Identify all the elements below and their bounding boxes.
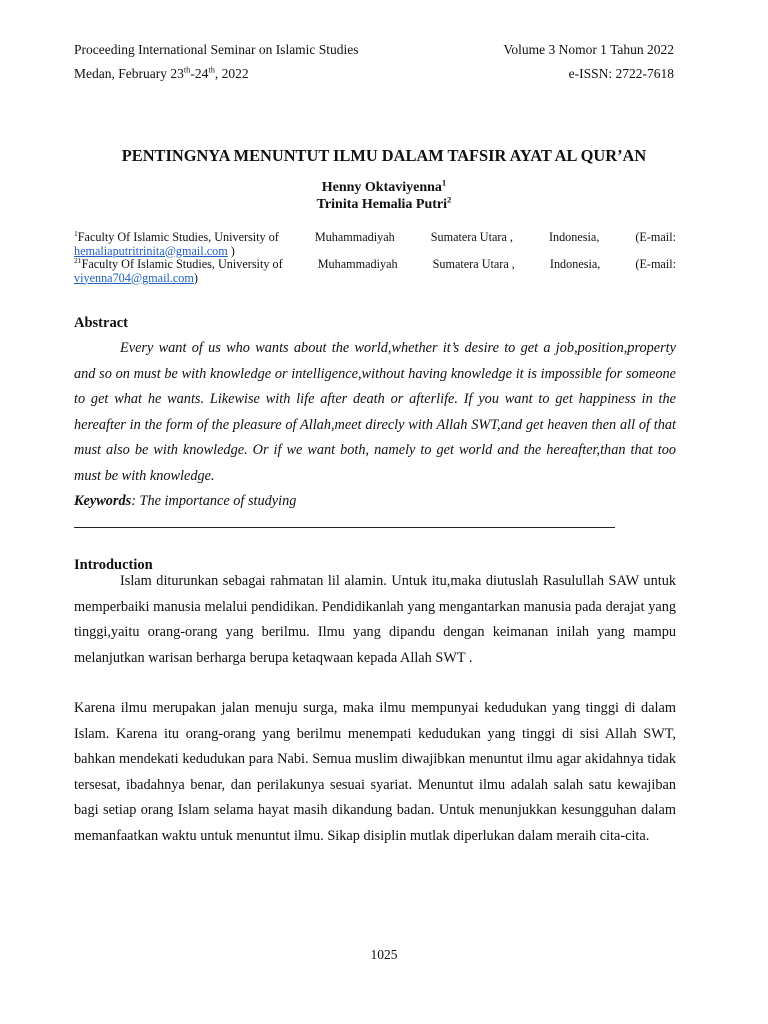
- author-2-email-link[interactable]: viyenna704@gmail.com: [74, 270, 194, 285]
- affiliation-2-institution: $^{21}$Faculty Of Islamic Studies, University of: [74, 255, 283, 271]
- author-list: [0, 179, 768, 213]
- header-proceeding-title: Proceeding International Seminar on Islamic Studies: [74, 42, 359, 57]
- paper-title: PENTINGNYA MENUNTUT ILMU DALAM TAFSIR AYAT AL QUR’AN: [121, 146, 647, 165]
- affiliation-1-part-3: Sumatera Utara ,: [430, 230, 513, 244]
- page-number: 1025: [370, 947, 398, 962]
- header-date-prefix: Medan, February 23: [74, 66, 184, 81]
- author-1-email-link[interactable]: hemaliaputritrinita@gmail.com: [74, 243, 228, 258]
- affiliation-2: [74, 255, 676, 285]
- author-2-sup: 2: [447, 194, 452, 205]
- introduction-paragraph-1: Islam diturunkan sebagai rahmatan lil alamin. Untuk itu,maka diutuslah Rasulullah SAW untuk memperbaiki manusia melalui pendidikan. Pendidikanlah yang mengantarkan manusia pada derajat yang tinggi,yaitu orang-orang yang berilmu. Ilmu yang dipandu dengan keimanan inilah yang mampu melanjutkan warisan berharga berupa ketaqwaan kepada Allah SWT .: [74, 573, 676, 666]
- header-volume: Volume 3 Nomor 1 Tahun 2022: [503, 42, 674, 57]
- author-1: [0, 179, 768, 196]
- affiliation-1-email-line: hemaliaputritrinita@gmail.com ): [74, 243, 235, 258]
- affiliation-1: [74, 228, 676, 258]
- affiliation-2-line: [74, 255, 676, 272]
- affiliation-2-part-2: Muhammadiyah: [317, 257, 398, 271]
- affiliation-2-part-3: Sumatera Utara ,: [432, 257, 515, 271]
- affiliation-2-email-line: viyenna704@gmail.com): [74, 270, 198, 285]
- author-2-name: Trinita Hemalia Putri: [316, 197, 448, 212]
- affiliation-1-part-5: (E-mail:: [635, 230, 676, 244]
- header-date-mid: -24: [190, 66, 209, 81]
- author-1-sup: 1: [441, 177, 447, 188]
- introduction-paragraph-2: Karena ilmu merupakan jalan menuju surga, maka ilmu mempunyai kedudukan yang tinggi di dalam Islam. Karena itu orang-orang yang berilmu menempati kedudukan yang tinggi di sisi Allah SWT, bahkan mendekati kedudukan para Nabi. Semua muslim diwajibkan menuntut ilmu agar akidahnya tidak tersesat, ibadahnya benar, dan perilakunya sesuai syariat. Menuntut ilmu adalah salah satu kewajiban bagi setiap orang Islam selama hayat masih dikandung badan. Untuk menunjukkan kesungguhan dalam memanfaatkan waktu untuk menuntut ilmu. Sikap disiplin mutlak diperlukan dalam meraih cita-cita.: [74, 700, 676, 844]
- affiliation-1-part-4: Indonesia,: [548, 230, 600, 244]
- header-date-sup2: th: [208, 65, 215, 75]
- keywords-label: Keywords: [74, 493, 132, 509]
- abstract-body: [74, 336, 676, 515]
- affiliation-2-part-5: (E-mail:: [635, 257, 676, 271]
- keywords-text: : The importance of studying: [131, 493, 297, 509]
- affiliation-2-part-4: Indonesia,: [549, 257, 601, 271]
- abstract-separator: [74, 527, 615, 528]
- header-location-date: [74, 66, 249, 82]
- introduction-heading: Introduction: [74, 557, 153, 573]
- header-date-sup1: th: [183, 65, 191, 75]
- affiliation-1-part-2: Muhammadiyah: [314, 230, 395, 244]
- affiliation-1-institution: $^1$Faculty Of Islamic Studies, University of: [74, 228, 279, 244]
- abstract-heading: Abstract: [74, 315, 128, 331]
- author-2: [0, 196, 768, 213]
- affiliation-1-line: [74, 228, 676, 245]
- header-date-suffix: , 2022: [214, 66, 249, 81]
- author-1-name: Henny Oktaviyenna: [321, 180, 442, 195]
- header-issn: e-ISSN: 2722-7618: [568, 66, 674, 81]
- abstract-text: Every want of us who wants about the world,whether it’s desire to get a job,position,property and so on must be with knowledge or intelligence,without having knowledge it is impossible for someone to get what he wants. Likewise with life after death or afterlife. If you want to get happiness in the hereafter in the form of the pleasure of Allah,meet direcly with Allah SWT,and get heaven then all of that must also be with knowledge. Or if we want both, namely to get world and the hereafter,than that too must be with knowledge.: [74, 340, 676, 484]
